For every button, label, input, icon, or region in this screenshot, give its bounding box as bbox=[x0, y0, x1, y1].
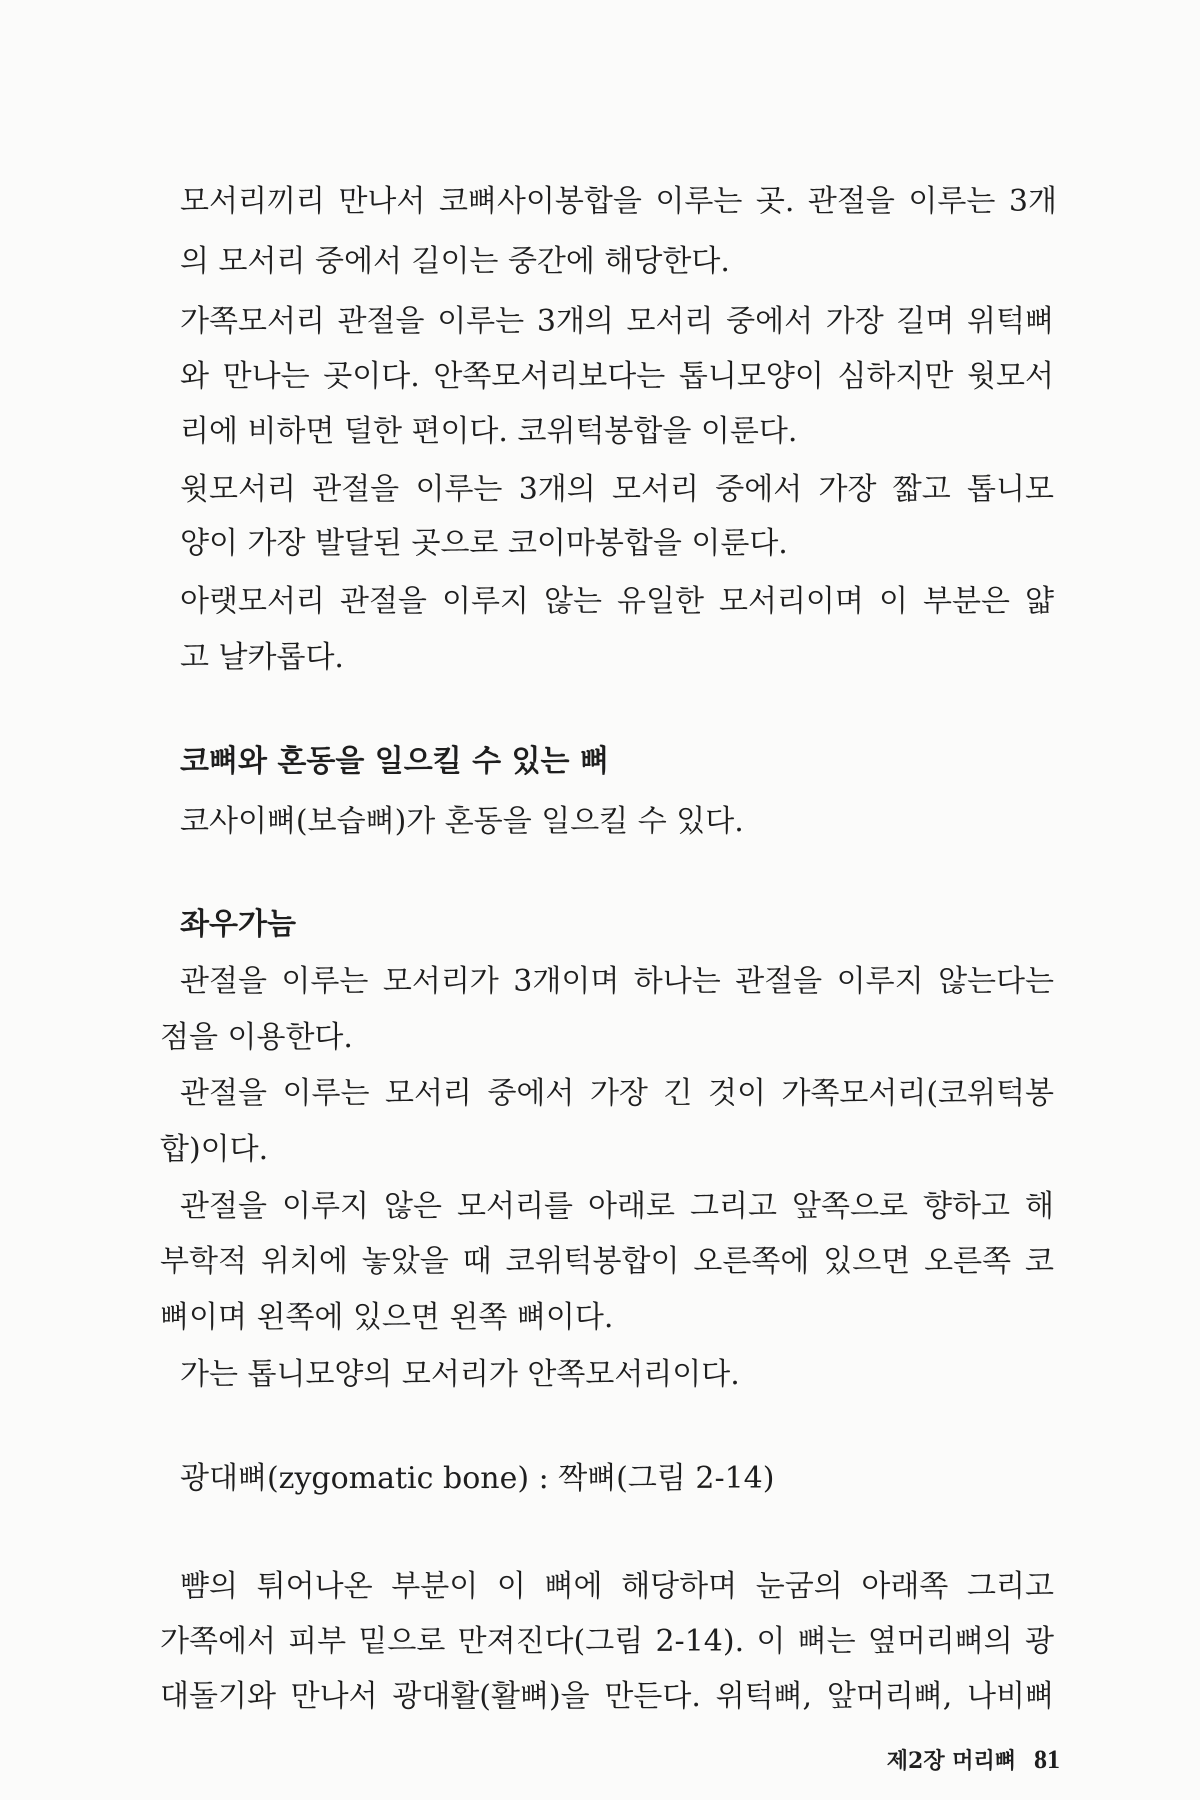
text-line: 의 모서리 중에서 길이는 중간에 해당한다. bbox=[180, 244, 730, 279]
text-line: 가쪽모서리 관절을 이루는 3개의 모서리 중에서 가장 길며 위턱뼈 bbox=[180, 304, 1054, 339]
section-heading: 광대뼈(zygomatic bone) : 짝뼈(그림 2-14) bbox=[180, 1461, 775, 1496]
text-line: 관절을 이루지 않은 모서리를 아래로 그리고 앞쪽으로 향하고 해 bbox=[180, 1189, 1054, 1224]
chapter-label: 제2장 머리뼈 bbox=[886, 1748, 1016, 1774]
text-line: 점을 이용한다. bbox=[160, 1020, 353, 1055]
section-heading: 좌우가늠 bbox=[180, 907, 296, 942]
text-line: 리에 비하면 덜한 편이다. 코위턱봉합을 이룬다. bbox=[180, 414, 798, 449]
text-line: 모서리끼리 만나서 코뼈사이봉합을 이루는 곳. 관절을 이루는 3개 bbox=[180, 184, 1057, 219]
text-line: 와 만나는 곳이다. 안쪽모서리보다는 톱니모양이 심하지만 윗모서 bbox=[180, 359, 1054, 394]
text-line: 뺨의 튀어나온 부분이 이 뼈에 해당하며 눈굼의 아래쪽 그리고 bbox=[180, 1569, 1054, 1604]
section-heading: 코뼈와 혼동을 일으킬 수 있는 뼈 bbox=[180, 744, 609, 779]
text-line: 가쪽에서 피부 밑으로 만져진다(그림 2-14). 이 뼈는 옆머리뼈의 광 bbox=[160, 1624, 1054, 1659]
page-footer bbox=[887, 1745, 1060, 1776]
page-number: 81 bbox=[1034, 1745, 1060, 1774]
text-line: 뼈이며 왼쪽에 있으면 왼쪽 뼈이다. bbox=[160, 1300, 614, 1335]
text-line: 부학적 위치에 놓았을 때 코위턱봉합이 오른쪽에 있으면 오른쪽 코 bbox=[160, 1244, 1054, 1279]
text-line: 관절을 이루는 모서리 중에서 가장 긴 것이 가쪽모서리(코위턱봉 bbox=[180, 1076, 1054, 1111]
text-line: 아랫모서리 관절을 이루지 않는 유일한 모서리이며 이 부분은 얇 bbox=[180, 584, 1054, 619]
text-line: 양이 가장 발달된 곳으로 코이마봉합을 이룬다. bbox=[180, 526, 788, 561]
text-line: 관절을 이루는 모서리가 3개이며 하나는 관절을 이루지 않는다는 bbox=[180, 964, 1054, 999]
text-line: 합)이다. bbox=[160, 1132, 269, 1167]
text-line: 대돌기와 만나서 광대활(활뼈)을 만든다. 위턱뼈, 앞머리뼈, 나비뼈 bbox=[160, 1679, 1054, 1714]
text-line: 고 날카롭다. bbox=[180, 640, 344, 675]
text-line: 코사이뼈(보습뼈)가 혼동을 일으킬 수 있다. bbox=[180, 804, 744, 839]
text-line: 윗모서리 관절을 이루는 3개의 모서리 중에서 가장 짧고 톱니모 bbox=[180, 472, 1054, 507]
text-line: 가는 톱니모양의 모서리가 안쪽모서리이다. bbox=[180, 1357, 740, 1392]
